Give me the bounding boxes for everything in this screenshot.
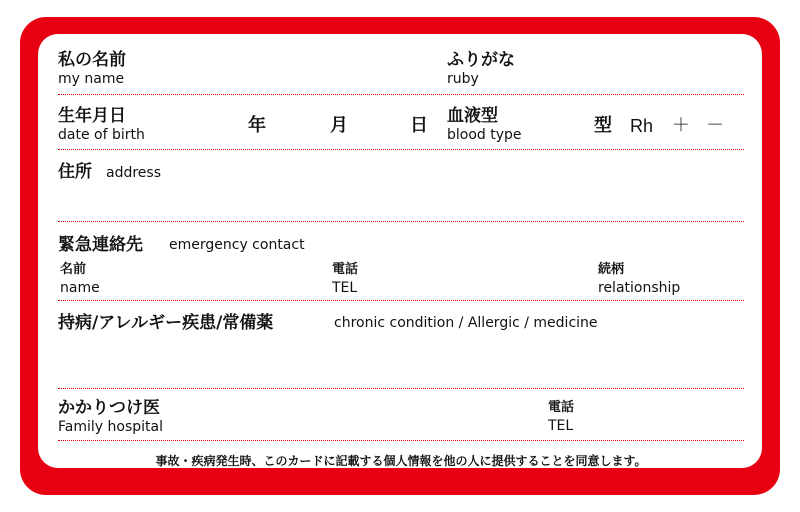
- chronic-label-jp: 持病/アレルギー疾患/常備薬: [58, 313, 274, 333]
- emergency-name-en: name: [60, 280, 100, 296]
- rh-minus: －: [706, 115, 724, 136]
- address-label-jp: 住所: [58, 162, 92, 182]
- hospital-tel-jp: 電話: [548, 400, 575, 415]
- blood-label-en: blood type: [447, 127, 522, 143]
- consent-text: 事故・疾病発生時、このカードに記載する個人情報を他の人に提供することを同意します。: [155, 454, 647, 468]
- divider-3: [58, 221, 744, 222]
- divider-6: [58, 440, 744, 441]
- emergency-label-jp: 緊急連絡先: [58, 235, 143, 255]
- rh-label: Rh: [630, 116, 654, 136]
- rh-plus: ＋: [672, 115, 690, 136]
- emergency-name-jp: 名前: [60, 262, 87, 277]
- divider-5: [58, 388, 744, 389]
- ruby-label-en: ruby: [447, 71, 479, 87]
- birth-year-mark: 年: [248, 115, 266, 136]
- hospital-label-en: Family hospital: [58, 419, 163, 435]
- emergency-rel-jp: 続柄: [598, 262, 625, 277]
- birth-label-jp: 生年月日: [58, 106, 126, 126]
- emergency-rel-en: relationship: [598, 280, 681, 296]
- divider-4: [58, 300, 744, 301]
- emergency-tel-jp: 電話: [332, 262, 359, 277]
- divider-2: [58, 149, 744, 150]
- chronic-label-en: chronic condition / Allergic / medicine: [334, 315, 598, 331]
- hospital-tel-en: TEL: [548, 418, 574, 434]
- emergency-tel-en: TEL: [332, 280, 358, 296]
- hospital-label-jp: かかりつけ医: [58, 398, 160, 418]
- blood-type-mark: 型: [594, 115, 612, 136]
- birth-day-mark: 日: [410, 115, 428, 136]
- name-label-en: my name: [58, 71, 125, 87]
- ruby-label-jp: ふりがな: [447, 50, 515, 70]
- address-label-en: address: [106, 165, 162, 181]
- divider-1: [58, 94, 744, 95]
- emergency-label-en: emergency contact: [169, 237, 305, 253]
- birth-label-en: date of birth: [58, 127, 145, 143]
- birth-month-mark: 月: [330, 115, 348, 136]
- blood-label-jp: 血液型: [447, 106, 498, 126]
- name-label-jp: 私の名前: [58, 50, 126, 70]
